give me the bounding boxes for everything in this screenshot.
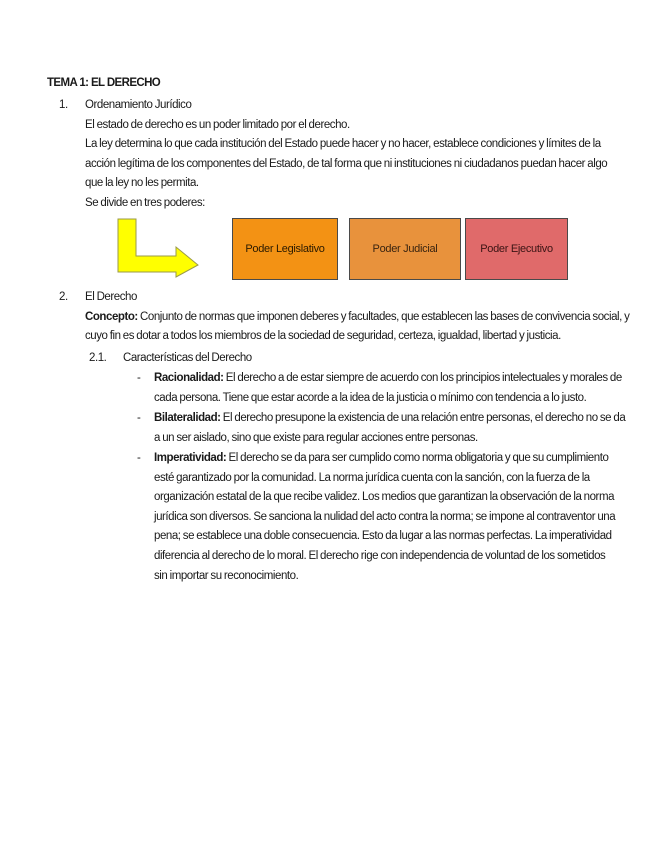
- yellow-bent-arrow-icon: [116, 217, 200, 279]
- section-2: [85, 288, 629, 347]
- bullet-text: El derecho se da para ser cumplido como norma obligatoria y que su cumplimiento: [226, 452, 609, 464]
- subsection-number: 2.1.: [89, 352, 107, 364]
- concept-label: Concepto:: [85, 310, 138, 323]
- bullet-text: diferencia al derecho de lo moral. El derecho rige con independencia de voluntad de los sometidos: [154, 549, 606, 562]
- concept-line: [85, 308, 629, 328]
- section-1-line: acción legítima de los componentes del Estado, de tal forma que ni instituciones ni ciudadanos puedan hacer algo: [85, 157, 608, 170]
- bullet-text: El derecho a de estar siempre de acuerdo con los principios intelectuales y morales de: [223, 372, 622, 384]
- bullet-text: organización estatal de la que recibe validez. Los medios que garantizan la observación de la norma: [154, 491, 615, 504]
- bullet-dash: -: [137, 412, 141, 424]
- bullet-racionalidad: [154, 369, 622, 408]
- section-1-heading: Ordenamiento Jurídico: [85, 99, 192, 111]
- section-1-number: 1.: [59, 99, 68, 111]
- bullet-dash: -: [137, 452, 141, 464]
- bullet-text: a un ser aislado, sino que existe para regular acciones entre personas.: [154, 431, 478, 444]
- section-1-line: Se divide en tres poderes:: [85, 196, 205, 209]
- bullet-dash: -: [137, 372, 141, 384]
- document-title: TEMA 1: EL DERECHO: [47, 77, 161, 89]
- bullet-imperatividad: [154, 449, 615, 586]
- bullet-text: sin importar su reconocimiento.: [154, 569, 299, 582]
- poder-ejecutivo-box: Poder Ejecutivo: [465, 218, 568, 280]
- section-1-line: La ley determina lo que cada institución del Estado puede hacer y no hacer, establece condiciones y límites de la: [85, 138, 601, 151]
- section-1-line: que la ley no les permita.: [85, 177, 199, 190]
- bullet-label: Bilateralidad:: [154, 412, 221, 424]
- bullet-text: El derecho presupone la existencia de una relación entre personas, el derecho no se da: [220, 412, 626, 424]
- poder-legislativo-box: Poder Legislativo: [232, 218, 338, 280]
- concept-text: Conjunto de normas que imponen deberes y facultades, que establecen las bases de convivencia social, y: [137, 310, 630, 323]
- bullet-label: Racionalidad:: [154, 372, 224, 384]
- subsection-heading: Características del Derecho: [123, 352, 252, 364]
- bullet-text: jurídica son diversos. Se sanciona la nulidad del acto contra la norma; se impone al contraventor una: [154, 510, 616, 523]
- bullet-text: cada persona. Tiene que estar acorde a la idea de la justicia o mínimo con tendencia a lo justo.: [154, 391, 587, 404]
- concept-line: cuyo fin es dotar a todos los miembros de la sociedad de seguridad, certeza, igualdad, libertad y justicia.: [85, 330, 561, 343]
- poder-judicial-box: Poder Judicial: [349, 218, 461, 280]
- section-1: [85, 96, 607, 214]
- section-1-line: El estado de derecho es un poder limitado por el derecho.: [85, 118, 350, 131]
- bullet-text: esté garantizado por la comunidad. La norma jurídica cuenta con la sanción, con la fuerza de la: [154, 471, 590, 484]
- section-2-number: 2.: [59, 291, 68, 303]
- bullet-bilateralidad: [154, 409, 625, 448]
- section-2-heading: El Derecho: [85, 291, 137, 303]
- bullet-label: Imperatividad:: [154, 452, 227, 464]
- bullet-text: pena; se establece una doble consecuencia. Esto da lugar a las normas perfectas. La imperatividad: [154, 530, 612, 543]
